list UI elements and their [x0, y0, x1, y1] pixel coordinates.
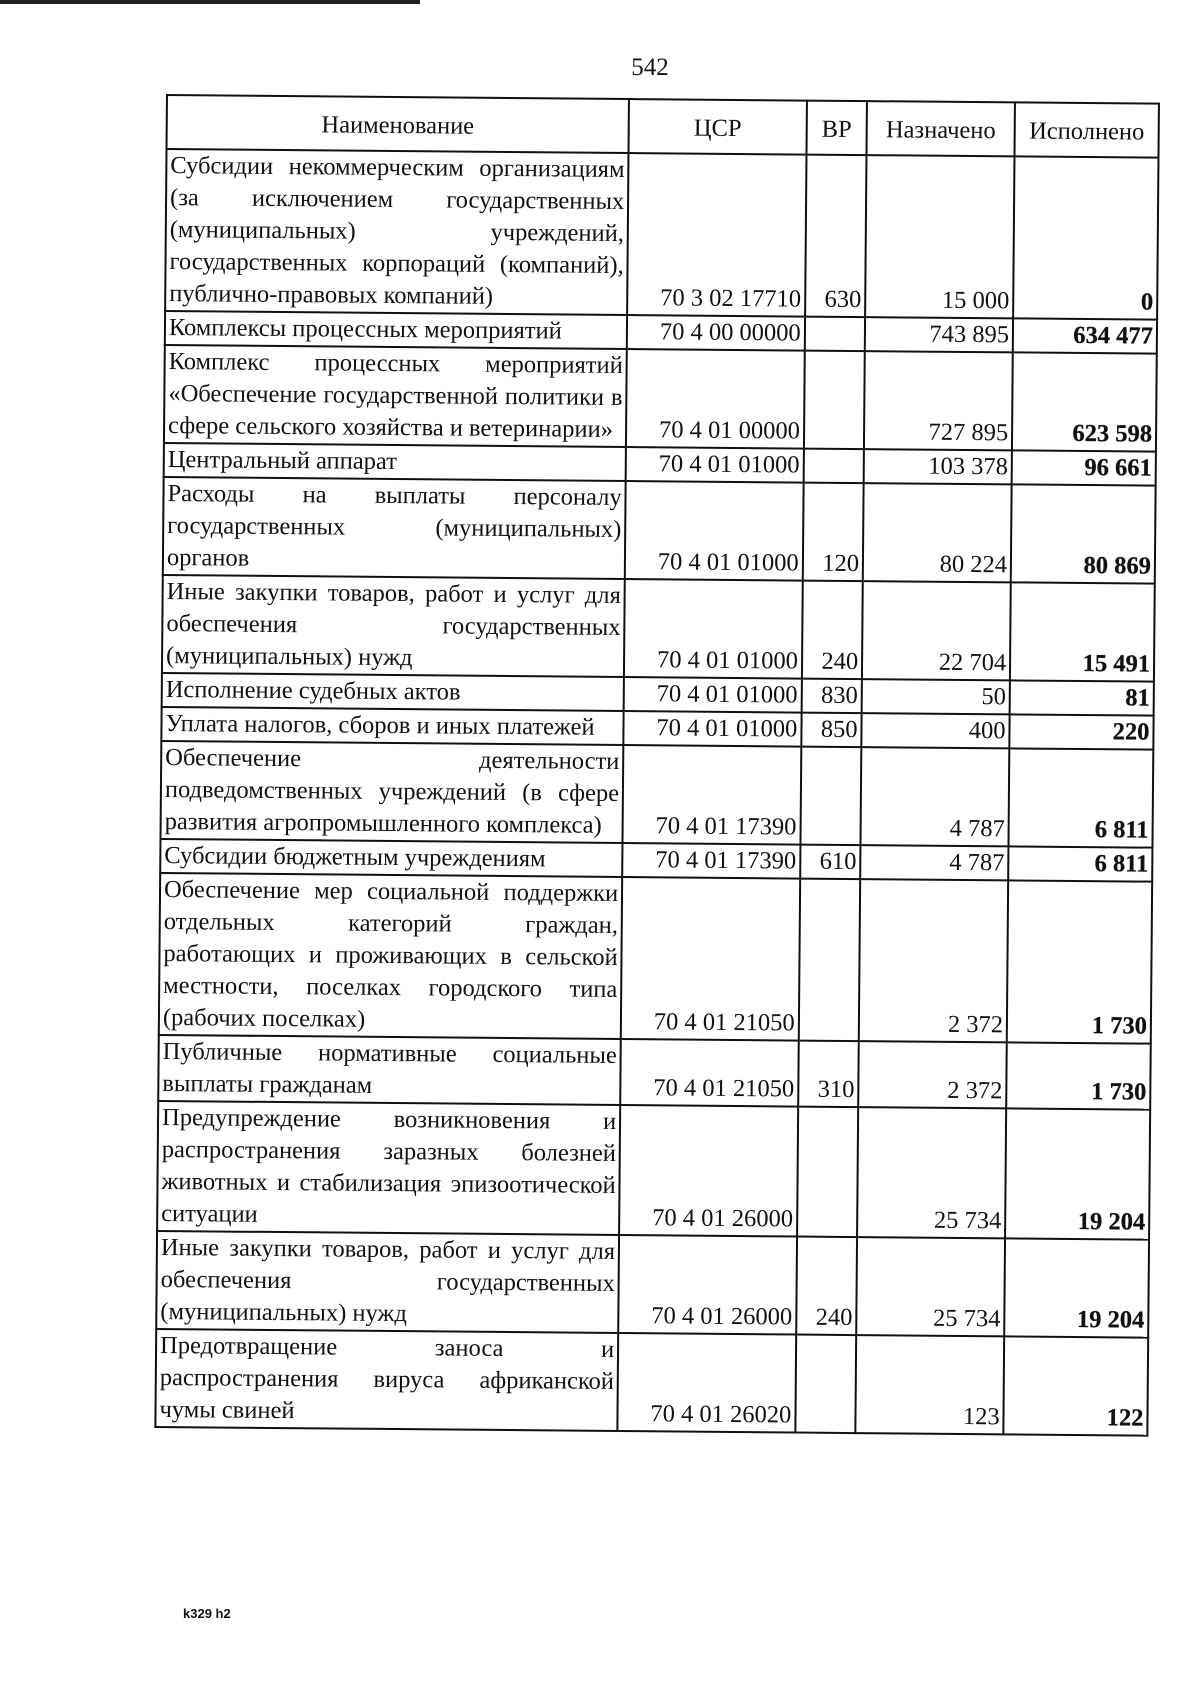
row-executed: 96 661: [1012, 450, 1156, 485]
row-assigned: 25 734: [856, 1237, 1005, 1336]
table-row: [155, 1329, 1148, 1436]
row-assigned: 103 378: [864, 449, 1012, 484]
row-name: Предотвращение заноса и распространения вируса африканской чумы свиней: [155, 1329, 618, 1431]
row-name: Предупреждение возникновения и распространения заразных болезней животных и стабилизация эпизоотической ситуации: [157, 1101, 620, 1235]
row-name: Субсидии некоммерческим организациям (за исключением государственных (муниципальных) учреждений, государственных корпораций (компаний), публично-правовых компаний): [165, 149, 629, 315]
row-vr: [795, 1335, 856, 1434]
row-name: Публичные нормативные социальные выплаты гражданам: [158, 1035, 621, 1105]
row-csr: 70 4 01 26000: [618, 1235, 797, 1335]
row-csr: 70 3 02 17710: [627, 153, 806, 317]
row-vr: 850: [801, 713, 862, 748]
row-vr: 240: [796, 1237, 857, 1336]
row-name: Комплекс процессных мероприятий «Обеспечение государственной политики в сфере сельского хозяйства и ветеринарии»: [164, 345, 627, 447]
row-vr: [805, 317, 866, 352]
header-csr: ЦСР: [629, 99, 807, 155]
row-vr: 610: [800, 845, 861, 880]
row-vr: [800, 747, 861, 846]
row-executed: 122: [1003, 1336, 1148, 1435]
row-assigned: 4 787: [860, 845, 1008, 880]
row-vr: 630: [805, 155, 867, 318]
table-row: [156, 1231, 1149, 1338]
row-vr: [799, 879, 861, 1042]
row-vr: 240: [802, 581, 863, 680]
row-assigned: 25 734: [857, 1107, 1006, 1238]
header-assigned: Назначено: [867, 101, 1016, 156]
row-assigned: 743 895: [865, 317, 1013, 352]
header-name: Наименование: [167, 95, 630, 153]
row-name: Расходы на выплаты персоналу государственных (муниципальных) органов: [163, 477, 626, 579]
row-assigned: 727 895: [864, 351, 1013, 450]
row-csr: 70 4 00 00000: [627, 315, 805, 351]
table-row: [163, 477, 1156, 584]
page-number: 542: [631, 54, 669, 81]
row-executed: 6 811: [1009, 748, 1154, 847]
row-executed: 220: [1009, 714, 1153, 749]
table-row: [165, 149, 1158, 320]
row-assigned: 4 787: [861, 747, 1010, 846]
row-executed: 0: [1013, 156, 1158, 319]
row-vr: [804, 351, 865, 450]
row-assigned: 80 224: [863, 483, 1012, 582]
row-assigned: 15 000: [865, 155, 1014, 318]
row-vr: [797, 1107, 858, 1238]
budget-table: [154, 94, 1160, 1437]
table-row: [162, 575, 1155, 682]
header-executed: Исполнено: [1015, 102, 1159, 157]
row-name: Комплексы процессных мероприятий: [165, 311, 627, 349]
row-csr: 70 4 01 01000: [623, 711, 801, 747]
row-csr: 70 4 01 01000: [624, 579, 803, 679]
row-csr: 70 4 01 17390: [623, 745, 802, 845]
row-executed: 1 730: [1006, 1042, 1150, 1109]
row-assigned: 22 704: [862, 581, 1011, 680]
row-csr: 70 4 01 17390: [622, 843, 800, 879]
row-executed: 19 204: [1005, 1108, 1150, 1239]
row-executed: 1 730: [1007, 880, 1152, 1043]
row-csr: 70 4 01 01000: [626, 447, 804, 483]
table-row: [160, 741, 1153, 848]
table-row: [158, 1035, 1151, 1110]
scan-top-rule: [0, 0, 420, 4]
table-row: [164, 345, 1157, 452]
row-executed: 80 869: [1011, 484, 1156, 583]
row-executed: 19 204: [1004, 1238, 1149, 1337]
row-name: Исполнение судебных актов: [162, 673, 624, 711]
row-executed: 623 598: [1012, 352, 1157, 451]
row-csr: 70 4 01 21050: [620, 1039, 798, 1107]
table-row: [159, 873, 1152, 1044]
row-executed: 6 811: [1008, 846, 1152, 881]
header-vr: ВР: [806, 101, 867, 156]
table-row: [157, 1101, 1150, 1240]
row-name: Центральный аппарат: [164, 443, 626, 481]
row-csr: 70 4 01 21050: [621, 877, 800, 1041]
table-header-row: [167, 95, 1159, 158]
row-executed: 81: [1010, 680, 1154, 715]
row-csr: 70 4 01 01000: [624, 677, 802, 713]
row-name: Иные закупки товаров, работ и услуг для обеспечения государственных (муниципальных) нужд: [156, 1231, 619, 1333]
row-name: Иные закупки товаров, работ и услуг для обеспечения государственных (муниципальных) нужд: [162, 575, 625, 677]
row-assigned: 123: [855, 1335, 1004, 1434]
row-vr: 120: [803, 483, 864, 582]
row-vr: 830: [801, 679, 862, 714]
row-assigned: 2 372: [859, 879, 1008, 1042]
row-csr: 70 4 01 26000: [619, 1105, 798, 1237]
row-csr: 70 4 01 01000: [625, 481, 804, 581]
row-name: Обеспечение мер социальной поддержки отдельных категорий граждан, работающих и проживающих в сельской местности, поселках городского типа (рабочих поселках): [159, 873, 623, 1039]
row-csr: 70 4 01 26020: [618, 1333, 797, 1433]
row-executed: 634 477: [1013, 318, 1157, 353]
row-name: Обеспечение деятельности подведомственных учреждений (в сфере развития агропромышленного комплекса): [160, 741, 623, 843]
row-executed: 15 491: [1010, 582, 1155, 681]
row-csr: 70 4 01 00000: [626, 349, 805, 449]
row-assigned: 2 372: [858, 1041, 1007, 1108]
row-vr: 310: [798, 1041, 859, 1108]
row-vr: [803, 449, 864, 484]
footer-document-code: k329 h2: [183, 1606, 231, 1621]
row-assigned: 50: [862, 679, 1010, 714]
row-name: Уплата налогов, сборов и иных платежей: [161, 707, 623, 745]
row-name: Субсидии бюджетным учреждениям: [160, 839, 622, 877]
row-assigned: 400: [861, 713, 1009, 748]
